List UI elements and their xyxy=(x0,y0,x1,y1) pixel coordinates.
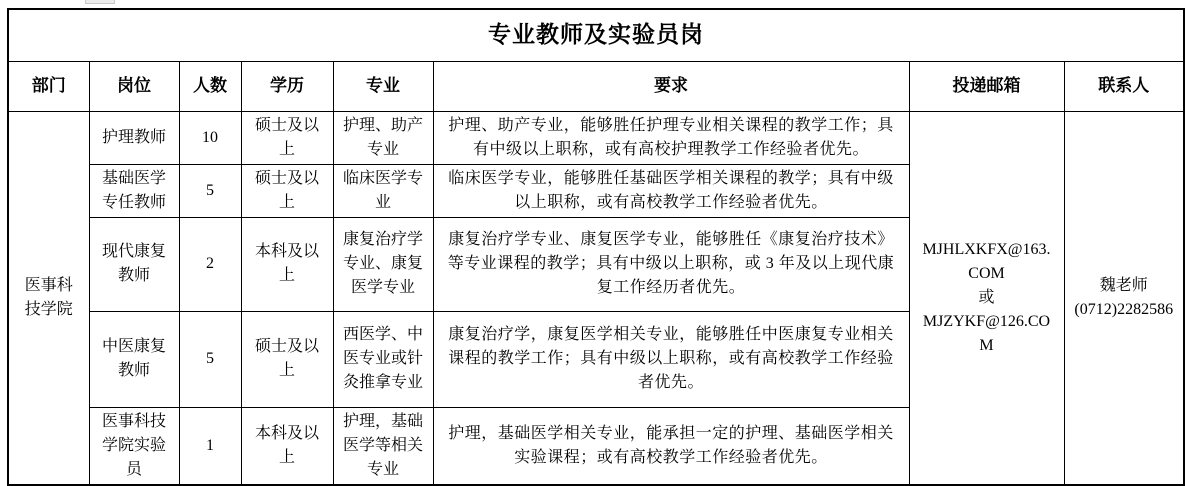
major-cell: 临床医学专业 xyxy=(333,164,433,217)
position-cell: 中医康复教师 xyxy=(89,311,179,407)
major-cell: 护理、助产专业 xyxy=(333,111,433,164)
table-row xyxy=(8,111,1184,164)
requirements-cell: 护理、助产专业，能够胜任护理专业相关课程的教学工作；具有中级以上职称，或有高校护理教学工作经验者优先。 xyxy=(433,111,909,164)
count-cell: 1 xyxy=(179,407,241,485)
column-header-count: 人数 xyxy=(179,61,241,111)
education-cell: 本科及以上 xyxy=(241,407,333,485)
column-header-requirements: 要求 xyxy=(433,61,909,111)
table-title: 专业教师及实验员岗 xyxy=(8,9,1184,61)
count-cell: 2 xyxy=(179,217,241,311)
major-cell: 康复治疗学专业、康复医学专业 xyxy=(333,217,433,311)
column-header-contact: 联系人 xyxy=(1064,61,1184,111)
job-positions-table xyxy=(7,8,1185,486)
education-cell: 本科及以上 xyxy=(241,217,333,311)
major-cell: 护理，基础医学等相关专业 xyxy=(333,407,433,485)
education-cell: 硕士及以上 xyxy=(241,111,333,164)
education-cell: 硕士及以上 xyxy=(241,311,333,407)
column-header-education: 学历 xyxy=(241,61,333,111)
column-header-email: 投递邮箱 xyxy=(909,61,1064,111)
column-header-major: 专业 xyxy=(333,61,433,111)
table-header-row xyxy=(8,61,1184,111)
requirements-cell: 护理，基础医学相关专业，能承担一定的护理、基础医学相关实验课程；或有高校教学工作经验者优先。 xyxy=(433,407,909,485)
requirements-cell: 康复治疗学，康复医学相关专业，能够胜任中医康复专业相关课程的教学工作；具有中级以上职称，或有高校教学工作经验者优先。 xyxy=(433,311,909,407)
count-cell: 5 xyxy=(179,164,241,217)
contact-phone: (0712)2282586 xyxy=(1074,300,1174,318)
education-cell: 硕士及以上 xyxy=(241,164,333,217)
count-cell: 10 xyxy=(179,111,241,164)
requirements-cell: 康复治疗学专业、康复医学专业，能够胜任《康复治疗技术》等专业课程的教学；具有中级以上职称，或 3 年及以上现代康复工作经历者优先。 xyxy=(433,217,909,311)
contact-name: 魏老师 xyxy=(1099,276,1148,294)
count-cell: 5 xyxy=(179,311,241,407)
position-cell: 基础医学专任教师 xyxy=(89,164,179,217)
email-address-1: MJHLXKFX@163.COM xyxy=(922,240,1051,282)
department-cell: 医事科技学院 xyxy=(8,111,89,485)
email-cell xyxy=(909,111,1064,485)
major-cell: 西医学、中医专业或针灸推拿专业 xyxy=(333,311,433,407)
email-address-2: MJZYKF@126.COM xyxy=(922,312,1051,354)
email-or-label: 或 xyxy=(978,288,995,306)
scan-artifact xyxy=(85,0,115,4)
requirements-cell: 临床医学专业，能够胜任基础医学相关课程的教学；具有中级以上职称，或有高校教学工作经验者优先。 xyxy=(433,164,909,217)
contact-cell xyxy=(1064,111,1184,485)
position-cell: 护理教师 xyxy=(89,111,179,164)
column-header-department: 部门 xyxy=(8,61,89,111)
position-cell: 现代康复教师 xyxy=(89,217,179,311)
position-cell: 医事科技学院实验员 xyxy=(89,407,179,485)
table-title-row xyxy=(8,9,1184,61)
column-header-position: 岗位 xyxy=(89,61,179,111)
